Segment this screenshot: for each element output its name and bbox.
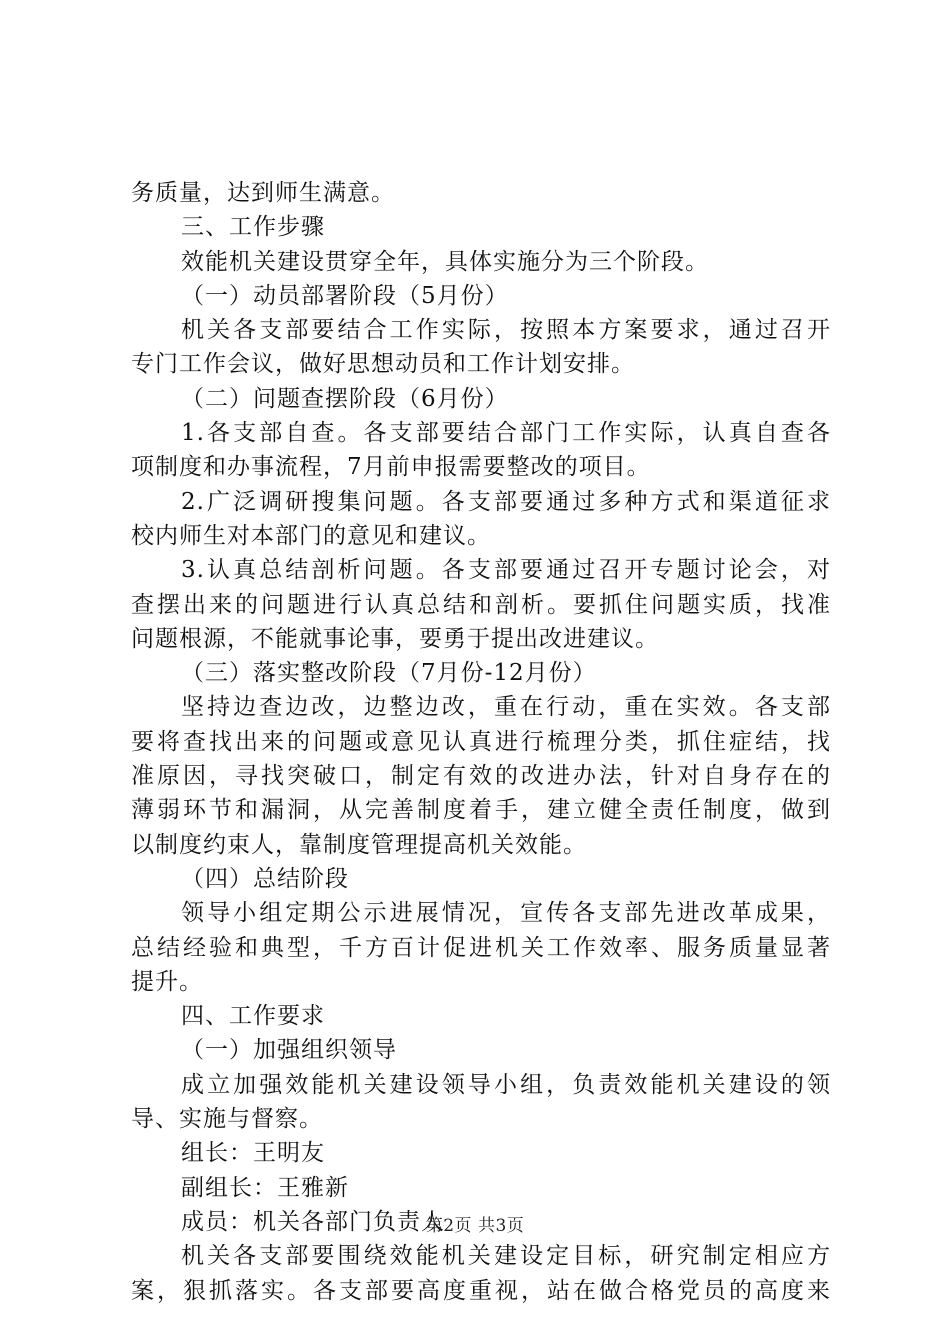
paragraph-line: 成立加强效能机关建设领导小组，负责效能机关建设的领 [181, 1071, 831, 1098]
deputy-leader-line: 副组长：王雅新 [181, 1174, 349, 1201]
paragraph-line: 准原因，寻找突破口，制定有效的改进办法，针对自身存在的 [131, 763, 831, 790]
paragraph-line: 领导小组定期公示进展情况，宣传各支部先进改革成果， [181, 900, 831, 927]
paragraph-line: 1.各支部自查。各支部要结合部门工作实际，认真自查各 [181, 420, 831, 447]
paragraph-line: 专门工作会议，做好思想动员和工作计划安排。 [131, 351, 635, 378]
subsection-heading: （一）动员部署阶段（5月份） [181, 282, 509, 309]
paragraph-line: 导、实施与督察。 [131, 1106, 323, 1133]
subsection-heading: （四）总结阶段 [181, 865, 349, 892]
paragraph-line: 务质量，达到师生满意。 [131, 180, 395, 206]
paragraph-line: 问题根源，不能就事论事，要勇于提出改进建议。 [131, 625, 659, 652]
paragraph-line: 以制度约束人，靠制度管理提高机关效能。 [131, 831, 587, 858]
paragraph-line: 校内师生对本部门的意见和建议。 [131, 522, 491, 549]
section-heading: 四、工作要求 [181, 1003, 325, 1030]
members-line: 成员：机关各部门负责人 [181, 1208, 445, 1235]
subsection-heading: （二）问题查摆阶段（6月份） [181, 385, 509, 412]
paragraph-line: 2.广泛调研搜集问题。各支部要通过多种方式和渠道征求 [181, 488, 831, 515]
paragraph-line: 项制度和办事流程，7月前申报需要整改的项目。 [131, 454, 651, 481]
section-heading: 三、工作步骤 [181, 214, 325, 241]
paragraph-line: 提升。 [131, 968, 203, 995]
document-body [131, 176, 831, 1308]
paragraph-line: 机关各支部要围绕效能机关建设定目标，研究制定相应方 [181, 1243, 831, 1270]
paragraph-line: 机关各支部要结合工作实际，按照本方案要求，通过召开 [181, 317, 831, 344]
page-number: 第2页 共3页 [425, 1216, 525, 1236]
leader-line: 组长：王明友 [181, 1140, 325, 1167]
paragraph-line: 效能机关建设贯穿全年，具体实施分为三个阶段。 [181, 248, 709, 275]
paragraph-line: 薄弱环节和漏洞，从完善制度着手，建立健全责任制度，做到 [131, 797, 831, 824]
paragraph-line: 案，狠抓落实。各支部要高度重视，站在做合格党员的高度来 [131, 1277, 831, 1304]
paragraph-line: 查摆出来的问题进行认真总结和剖析。要抓住问题实质，找准 [131, 591, 831, 618]
subsection-heading: （三）落实整改阶段（7月份-12月份） [181, 660, 597, 687]
paragraph-line: 坚持边查边改，边整边改，重在行动，重在实效。各支部 [181, 694, 831, 721]
paragraph-line: 要将查找出来的问题或意见认真进行梳理分类，抓住症结，找 [131, 728, 831, 755]
paragraph-line: 总结经验和典型，千方百计促进机关工作效率、服务质量显著 [131, 934, 831, 961]
subsection-heading: （一）加强组织领导 [181, 1037, 397, 1064]
paragraph-line: 3.认真总结剖析问题。各支部要通过召开专题讨论会，对 [181, 557, 831, 584]
